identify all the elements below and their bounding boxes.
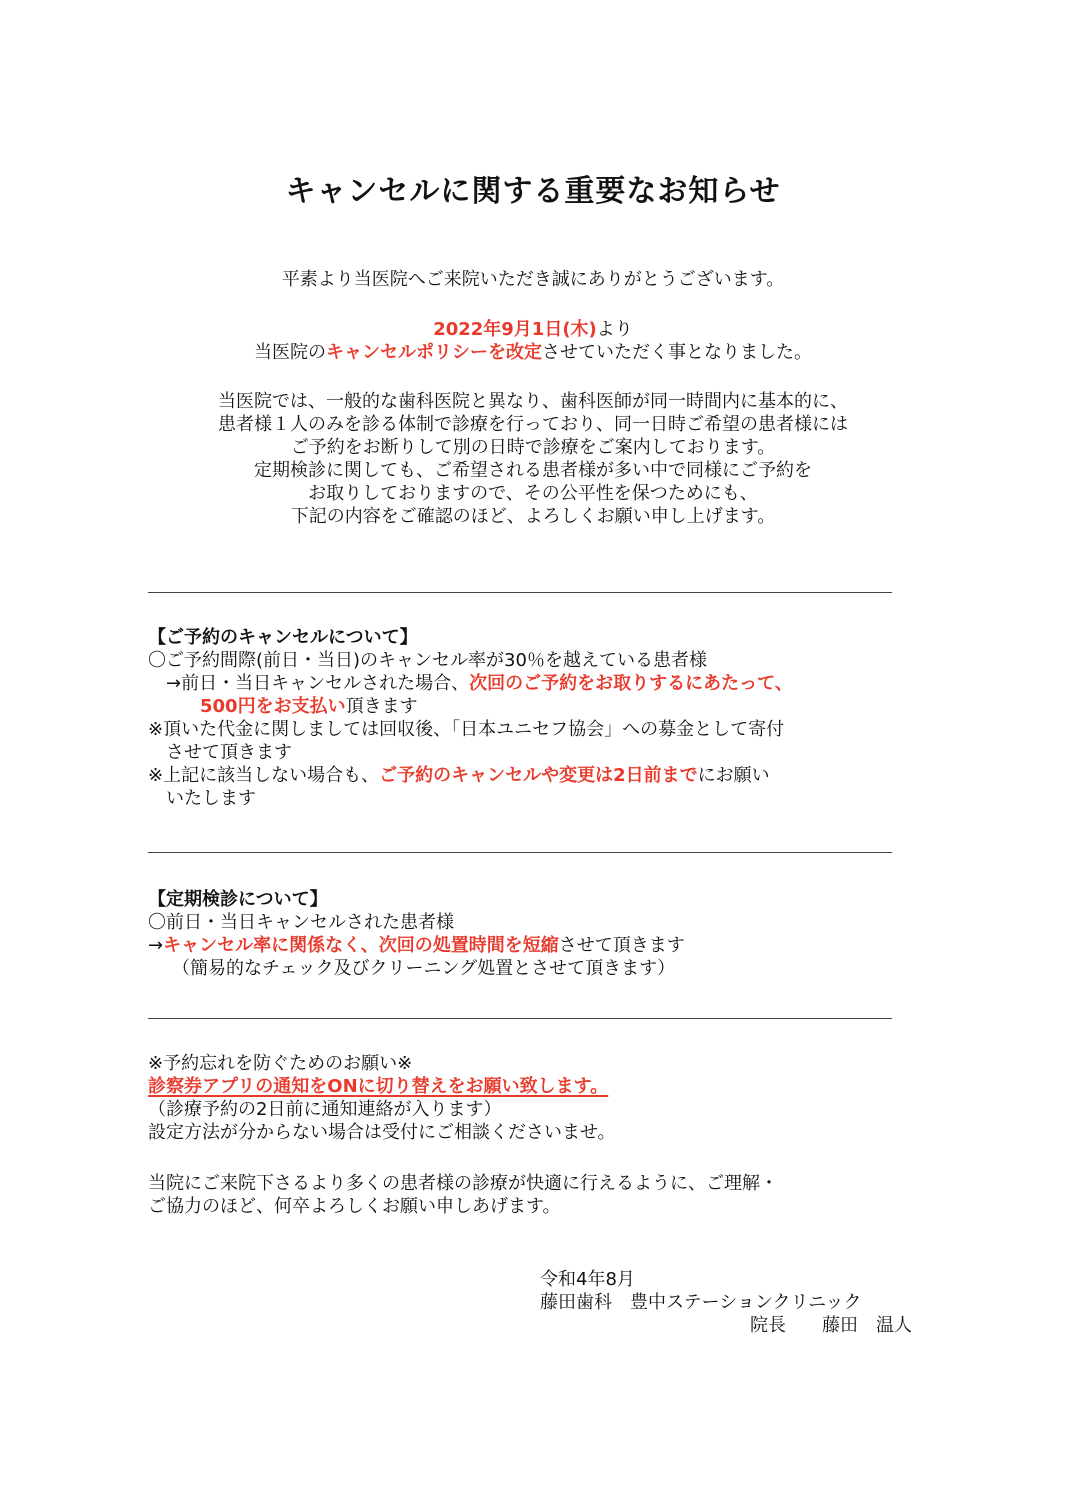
greeting-text: 平素より当医院へご来院いただき誠にありがとうございます。 [281, 269, 785, 290]
policy-change-block [120, 318, 946, 364]
signature-director: 院長 藤田 温人 [750, 1315, 912, 1336]
effective-date-line [120, 318, 946, 341]
cancel-item-2-highlight: 次回のご予約をお取りするにあたって、 [469, 673, 793, 694]
reminder-section [148, 1052, 908, 1144]
intro-paragraph-line: ご予約をお断りして別の日時で診療をご案内しております。 [290, 437, 776, 458]
cancel-section [148, 626, 908, 810]
checkup-section [148, 888, 908, 980]
cancel-fee-highlight: 500円をお支払い [200, 696, 346, 717]
effective-date-suffix: より [596, 319, 633, 340]
cancel-fee-suffix: 頂きます [345, 696, 418, 717]
signature-clinic: 藤田歯科 豊中ステーションクリニック [540, 1292, 862, 1313]
section-divider [148, 1018, 892, 1019]
intro-paragraph-line: 患者様１人のみを診る体制で診療を行っており、同一日時ご希望の患者様には [218, 414, 848, 435]
cancel-note-2 [148, 764, 908, 787]
checkup-highlight: キャンセル率に関係なく、次回の処置時間を短縮 [163, 935, 559, 956]
cancel-note-2-prefix: ※上記に該当しない場合も、 [148, 765, 380, 786]
cancel-item-2-prefix: →前日・当日キャンセルされた場合、 [166, 673, 470, 694]
cancel-item-1: 〇ご予約間際(前日・当日)のキャンセル率が30％を越えている患者様 [148, 650, 707, 671]
cancel-note-1: ※頂いた代金に関しましては回収後、「日本ユニセフ協会」への募金として寄付 [148, 719, 785, 740]
cancel-note-1-cont: させて頂きます [166, 742, 292, 763]
reminder-heading: ※予約忘れを防ぐためのお願い※ [148, 1053, 413, 1074]
greeting-block [120, 268, 946, 291]
policy-line [120, 341, 946, 364]
closing-line: ご協力のほど、何卒よろしくお願い申しあげます。 [148, 1196, 561, 1217]
cancel-section-heading: 【ご予約のキャンセルについて】 [148, 627, 418, 648]
intro-paragraph-line: 当医院では、一般的な歯科医院と異なり、歯科医師が同一時間内に基本的に、 [218, 391, 848, 412]
effective-date: 2022年9月1日(木) [433, 319, 597, 340]
checkup-item-2-suffix: させて頂きます [558, 935, 685, 956]
checkup-item-2 [148, 934, 908, 957]
checkup-item-3: （簡易的なチェック及びクリーニング処置とさせて頂きます） [172, 958, 676, 979]
checkup-item-1: 〇前日・当日キャンセルされた患者様 [148, 912, 454, 933]
cancel-note-2-cont: いたします [166, 788, 256, 809]
intro-paragraph-line: 下記の内容をご確認のほど、よろしくお願い申し上げます。 [290, 506, 776, 527]
reminder-highlight-line [148, 1075, 908, 1098]
arrow-glyph: → [148, 935, 164, 956]
signature-block [540, 1268, 920, 1337]
closing-line: 当院にご来院下さるより多くの患者様の診療が快適に行えるように、ご理解・ [148, 1173, 778, 1194]
section-divider [148, 592, 892, 593]
cancel-deadline-highlight: ご予約のキャンセルや変更は2日前まで [379, 765, 698, 786]
reminder-help: 設定方法が分からない場合は受付にご相談くださいませ。 [148, 1122, 616, 1143]
intro-paragraph [120, 390, 946, 528]
intro-paragraph-line: お取りしておりますので、その公平性を保つためにも、 [308, 483, 758, 504]
policy-highlight: キャンセルポリシーを改定 [326, 342, 542, 363]
reminder-note: （診療予約の2日前に通知連絡が入ります） [148, 1099, 502, 1120]
cancel-note-2-suffix: にお願い [697, 765, 770, 786]
signature-date: 令和4年8月 [540, 1269, 635, 1290]
policy-prefix: 当医院の [254, 342, 326, 363]
cancel-item-2 [148, 672, 908, 695]
page-title: キャンセルに関する重要なお知らせ [285, 174, 781, 209]
closing-paragraph [148, 1172, 908, 1218]
section-divider [148, 852, 892, 853]
policy-suffix: させていただく事となりました。 [542, 342, 812, 363]
intro-paragraph-line: 定期検診に関しても、ご希望される患者様が多い中で同様にご予約を [254, 460, 812, 481]
reminder-highlight: 診察券アプリの通知をONに切り替えをお願い致します。 [148, 1076, 609, 1097]
checkup-section-heading: 【定期検診について】 [148, 889, 328, 910]
cancel-item-3 [148, 695, 908, 718]
